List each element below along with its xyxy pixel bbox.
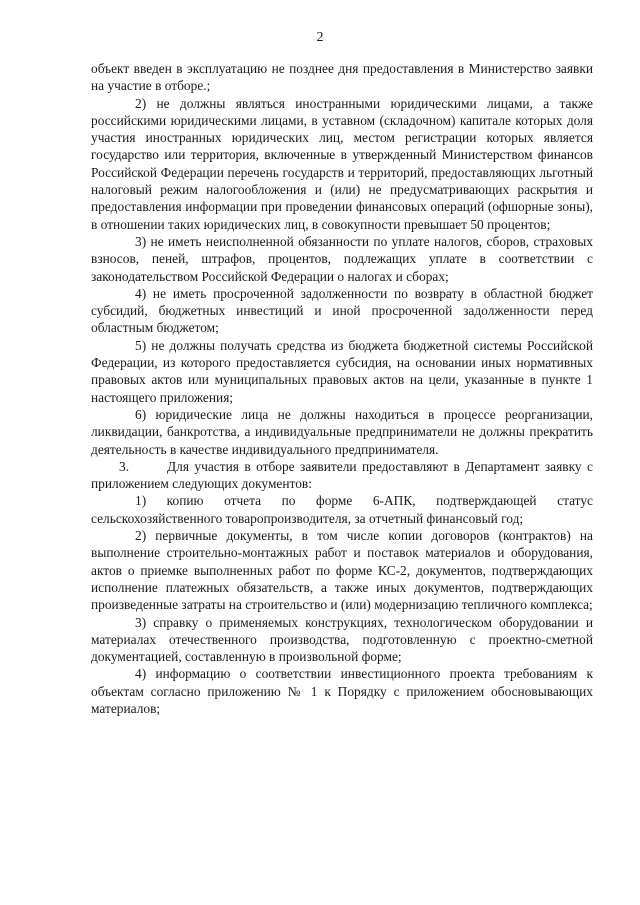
paragraph-item-4: 4) не иметь просроченной задолженности по возврату в областной бюджет субсидий, бюджетных инвестиций и иной просроченной задолженности перед областным бюджетом;	[91, 285, 593, 336]
paragraph-continuation: объект введен в эксплуатацию не позднее дня предоставления в Министерство заявки на участие в отборе.;	[91, 61, 593, 94]
clause-3	[91, 458, 593, 493]
document-item-4: 4) информацию о соответствии инвестиционного проекта требованиям к объектам согласно приложению № 1 к Порядку с приложением обосновывающих материалов;	[91, 666, 593, 716]
paragraph-item-5: 5) не должны получать средства из бюджета бюджетной системы Российской Федерации, из которого предоставляется субсидия, на основании иных нормативных правовых актов или муниципальных правовых актов на цели, указанные в пункте 1 настоящего приложения;	[91, 337, 593, 405]
clause-number: 3.	[119, 458, 130, 474]
paragraph-item-6: 6) юридические лица не должны находиться в процессе реорганизации, ликвидации, банкротства, а индивидуальные предприниматели не должны прекратить деятельность в качестве индивидуального предпринимателя.	[91, 406, 593, 457]
document-item-3: 3) справку о применяемых конструкциях, технологическом оборудовании и материалах отечественного производства, подготовленную с проектно-сметной документацией, составленную в произвольной форме;	[91, 614, 593, 665]
page-number: 2	[316, 30, 324, 45]
paragraph-item-2: 2) не должны являться иностранными юридическими лицами, а также российскими юридическими лицами, в уставном (складочном) капитале которых доля участия иностранных юридических лиц, местом регистрации которых является государство или территория, включенные в утвержденный Министерством финансов Российской Федерации перечень государств и территорий, предоставляющих льготный налоговый режим налогообложения и (или) не предусматривающих раскрытия и предоставления информации при проведении финансовых операций (офшорные зоны), в отношении таких юридических лиц, в совокупности превышает 50 процентов;	[91, 95, 593, 232]
document-item-2: 2) первичные документы, в том числе копии договоров (контрактов) на выполнение строительно-монтажных работ и поставок материалов и оборудования, актов о приемке выполненных работ по форме КС-2, документов, подтверждающих исполнение платежных обязательств, а также иных документов, подтверждающих произведенные затраты на строительство и (или) модернизацию тепличного комплекса;	[91, 528, 593, 613]
clause-3-text: Для участия в отборе заявители предоставляют в Департамент заявку с приложением следующих документов:	[91, 458, 593, 492]
document-body	[91, 60, 593, 717]
document-item-1: 1) копию отчета по форме 6-АПК, подтверждающей статус сельскохозяйственного товаропроизводителя, за отчетный финансовый год;	[91, 493, 593, 526]
paragraph-item-3: 3) не иметь неисполненной обязанности по уплате налогов, сборов, страховых взносов, пеней, штрафов, процентов, подлежащих уплате в соответствии с законодательством Российской Федерации о налогах и сборах;	[91, 233, 593, 284]
